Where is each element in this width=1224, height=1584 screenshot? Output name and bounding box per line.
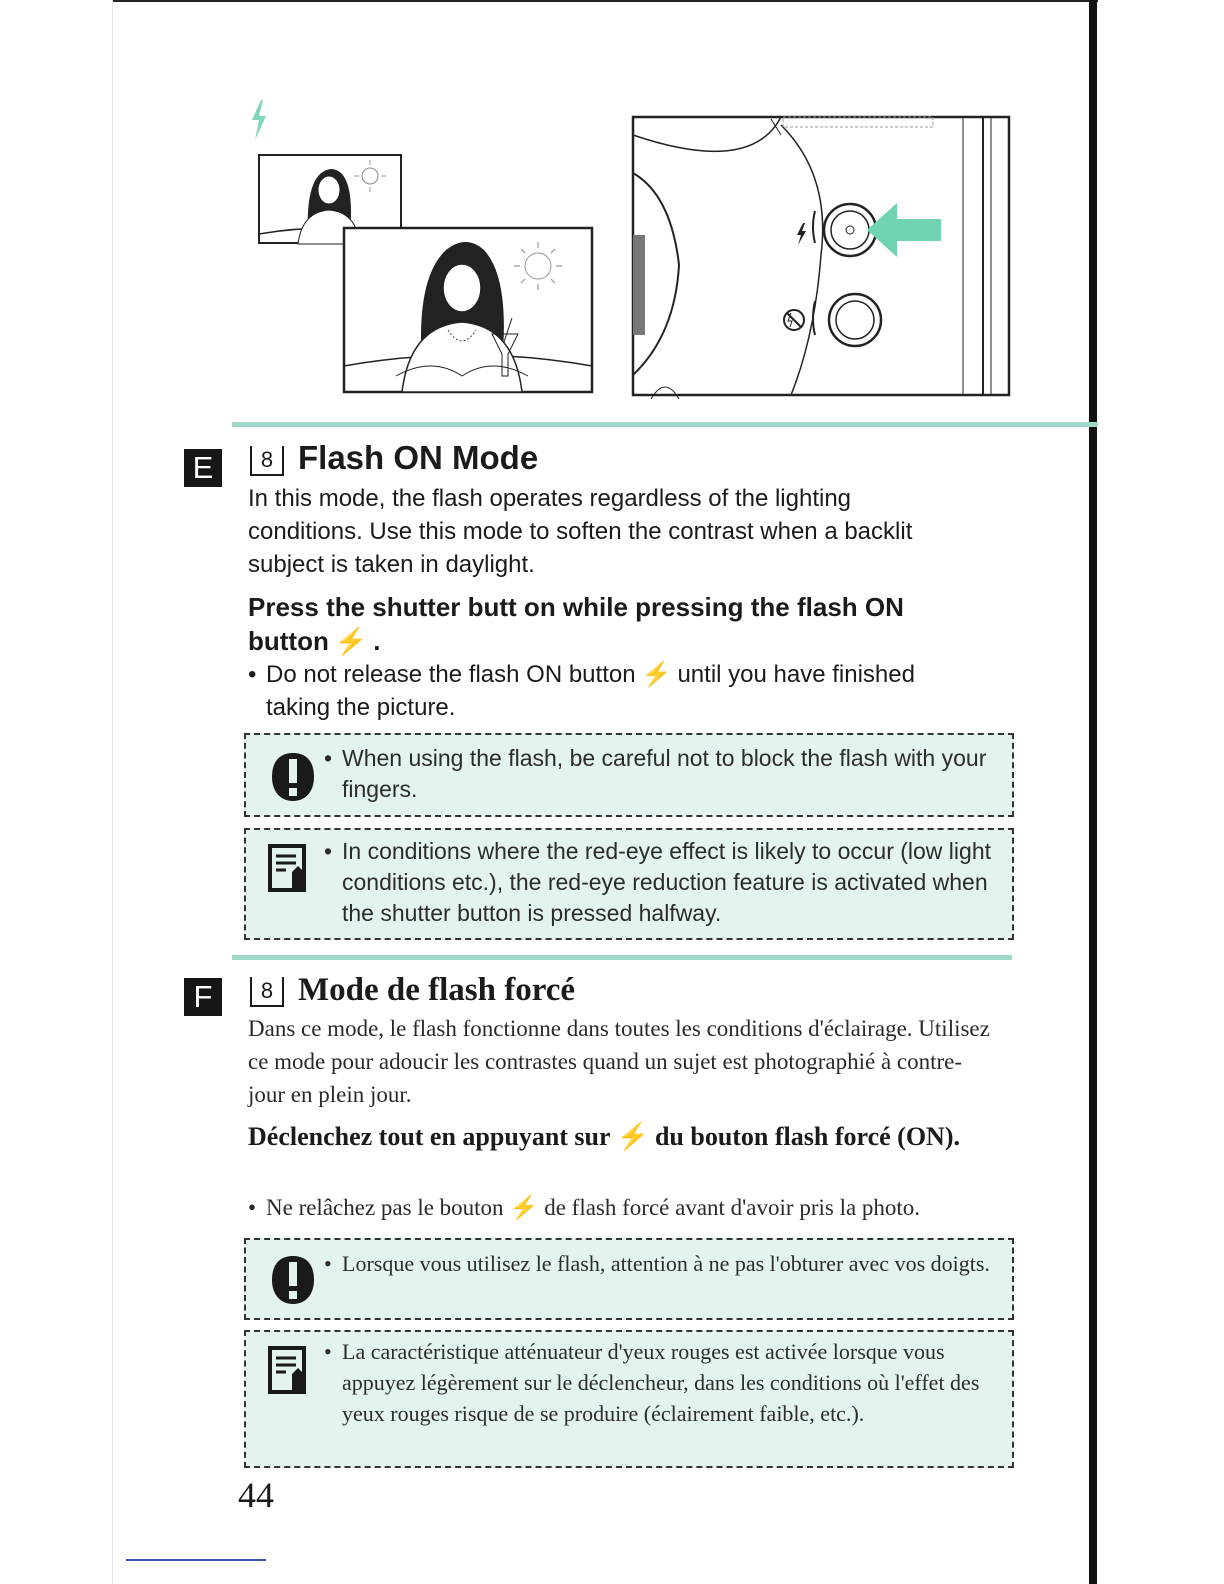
section-divider-top <box>232 422 1098 427</box>
memo-text: La caractéristique atténuateur d'yeux rouges est activée lorsque vous appuyez légèrement sur le déclencheur, dans les conditions où l'effet des yeux rouges risque de se produire (éclairement faible, etc.). <box>342 1339 980 1426</box>
flash-on-icon: ⚡ <box>641 661 672 688</box>
bullet-part-2: de flash forcé avant d'avoir pris la photo. <box>544 1195 921 1220</box>
flash-on-icon: ⚡ <box>509 1195 539 1220</box>
intro-paragraph: In this mode, the flash operates regardless of the lighting conditions. Use this mode to soften the contrast when a backlit subject is taken in daylight. <box>248 485 913 578</box>
flash-on-icon <box>248 98 270 142</box>
page-number: 44 <box>238 1475 274 1515</box>
memo-note <box>244 828 1014 940</box>
bullet-dot: • <box>324 1339 332 1364</box>
caution-note <box>244 733 1014 817</box>
memo-note <box>244 1330 1014 1468</box>
intro-paragraph: Dans ce mode, le flash fonctionne dans toutes les conditions d'éclairage. Utilisez ce mode pour adoucir les contrastes quand un sujet est photographié à contre-jour en plein jour. <box>248 1016 990 1107</box>
caution-note <box>244 1238 1014 1320</box>
bullet-part-2: until you have finished taking the picture. <box>266 661 915 721</box>
camera-button-illustration <box>631 115 1013 399</box>
page-edge-right <box>1089 0 1097 1584</box>
section-divider-middle <box>232 955 1012 960</box>
instruction-part-2: du bouton flash forcé (ON). <box>654 1122 960 1151</box>
bullet-dot: • <box>248 1195 257 1220</box>
memo-text: In conditions where the red-eye effect is likely to occur (low light conditions etc.), the red-eye reduction feature is activated when the shutter button is pressed halfway. <box>342 838 991 926</box>
instruction-part-2: . <box>373 626 381 656</box>
bullet-dot: • <box>324 1251 332 1276</box>
instruction-text <box>248 1120 1008 1154</box>
page-edge-left <box>112 0 113 1584</box>
caution-icon <box>268 751 318 803</box>
bullet-dot: • <box>248 661 257 688</box>
bullet-item <box>248 658 968 724</box>
section-title: Flash ON Mode <box>298 439 539 476</box>
language-tag-e: E <box>184 449 222 487</box>
caution-text: Lorsque vous utilisez le flash, attention à ne pas l'obturer avec vos doigts. <box>342 1251 990 1276</box>
caution-icon <box>268 1254 318 1306</box>
page-edge-foot <box>126 1559 266 1561</box>
bullet-dot: • <box>324 745 333 771</box>
bullet-dot: • <box>324 838 333 864</box>
instruction-text <box>248 590 1038 658</box>
bullet-item <box>248 1191 1028 1224</box>
bullet-part-1: Ne relâchez pas le bouton <box>266 1195 504 1220</box>
flash-on-icon: ⚡ <box>334 626 368 656</box>
instruction-part-1: Press the shutter butt on while pressing the flash ON button <box>248 592 904 656</box>
caution-text: When using the flash, be careful not to block the flash with your fingers. <box>342 745 987 802</box>
large-portrait-illustration <box>342 226 594 396</box>
page-edge-top <box>112 0 1098 2</box>
flash-on-icon: ⚡ <box>616 1122 649 1151</box>
mode-number-badge: 8 <box>250 446 284 476</box>
bullet-part-1: Do not release the flash ON button <box>266 661 636 688</box>
memo-icon <box>268 1346 308 1394</box>
language-tag-f: F <box>184 978 222 1016</box>
instruction-part-1: Déclenchez tout en appuyant sur <box>248 1122 611 1151</box>
mode-number-badge: 8 <box>250 977 284 1007</box>
memo-icon <box>268 844 308 892</box>
section-title: Mode de flash forcé <box>298 972 576 1008</box>
